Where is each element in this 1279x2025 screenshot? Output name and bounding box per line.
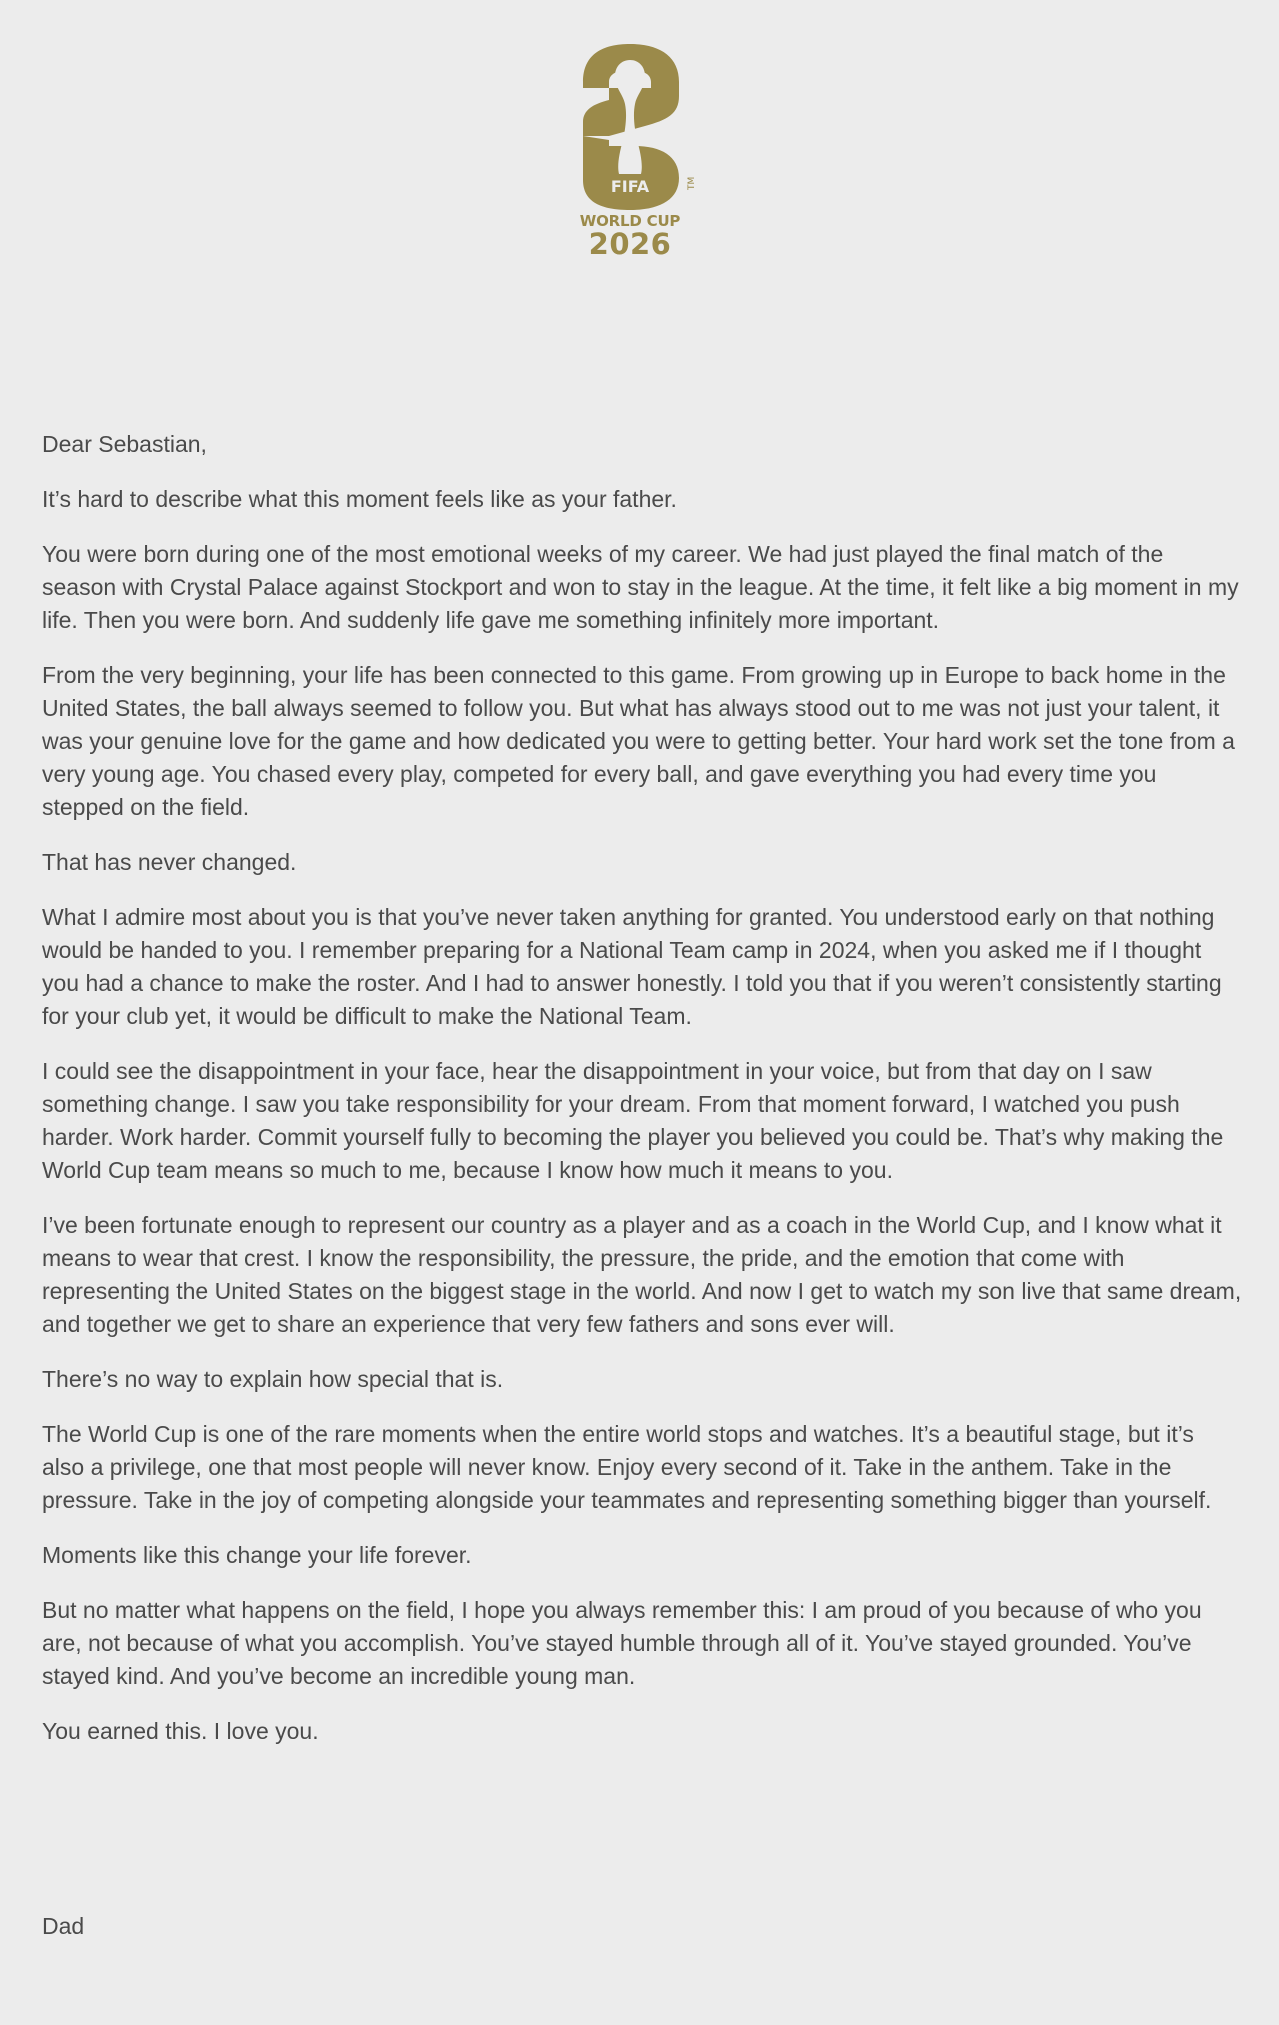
letter-paragraph: You were born during one of the most emotional weeks of my career. We had just played the final match of the season with Crystal Palace against Stockport and won to stay in the league. At the time, it felt like a big moment in my life. Then you were born. And suddenly life gave me something infinitely more important.: [42, 541, 1239, 633]
letter-signature: Dad: [42, 1913, 85, 1939]
letter-salutation: Dear Sebastian,: [42, 431, 207, 457]
letter-paragraph: It’s hard to describe what this moment feels like as your father.: [42, 486, 677, 512]
logo-fifa-text: FIFA: [610, 177, 650, 196]
letter-paragraph: I could see the disappointment in your face, hear the disappointment in your voice, but from that day on I saw something change. I saw you take responsibility for your dream. From that moment forward, I watched you push harder. Work harder. Commit yourself fully to becoming the player you believed you could be. That’s why making the World Cup team means so much to me, because I know how much it means to you.: [42, 1058, 1224, 1183]
letter-body: [42, 428, 1242, 1770]
letter-paragraph: From the very beginning, your life has been connected to this game. From growing up in Europe to back home in the United States, the ball always seemed to follow you. But what has always stood out to me was not just your talent, it was your genuine love for the game and how dedicated you were to getting better. Your hard work set the tone from a very young age. You chased every play, competed for every ball, and gave everything you had every time you stepped on the field.: [42, 662, 1235, 820]
letter-paragraph: That has never changed.: [42, 849, 297, 875]
logo-year-text: 2026: [588, 227, 672, 261]
letter-paragraph: But no matter what happens on the field, I hope you always remember this: I am proud of you because of who you are, not because of what you accomplish. You’ve stayed humble through all of it. You’ve stayed grounded. You’ve stayed kind. And you’ve become an incredible young man.: [42, 1597, 1202, 1689]
letter-paragraph: There’s no way to explain how special that is.: [42, 1366, 504, 1392]
letter-paragraph: I’ve been fortunate enough to represent our country as a player and as a coach in the World Cup, and I know what it means to wear that crest. I know the responsibility, the pressure, the pride, and the emotion that come with representing the United States on the biggest stage in the world. And now I get to watch my son live that same dream, and together we get to share an experience that very few fathers and sons ever will.: [42, 1212, 1242, 1337]
fifa-world-cup-2026-logo: [575, 40, 700, 265]
trademark-mark: TM: [687, 176, 697, 190]
letter-paragraph: You earned this. I love you.: [42, 1718, 319, 1744]
world-cup-26-emblem-icon: [575, 40, 685, 210]
letter-paragraph: The World Cup is one of the rare moments when the entire world stops and watches. It’s a beautiful stage, but it’s also a privilege, one that most people will never know. Enjoy every second of it. Take in the anthem. Take in the pressure. Take in the joy of competing alongside your teammates and representing something bigger than yourself.: [42, 1421, 1212, 1513]
letter-paragraph: What I admire most about you is that you’ve never taken anything for granted. You understood early on that nothing would be handed to you. I remember preparing for a National Team camp in 2024, when you asked me if I thought you had a chance to make the roster. And I had to answer honestly. I told you that if you weren’t consistently starting for your club yet, it would be difficult to make the National Team.: [42, 904, 1222, 1029]
letter-paragraph: Moments like this change your life forever.: [42, 1542, 472, 1568]
logo-world-cup-text: WORLD CUP: [579, 212, 681, 230]
